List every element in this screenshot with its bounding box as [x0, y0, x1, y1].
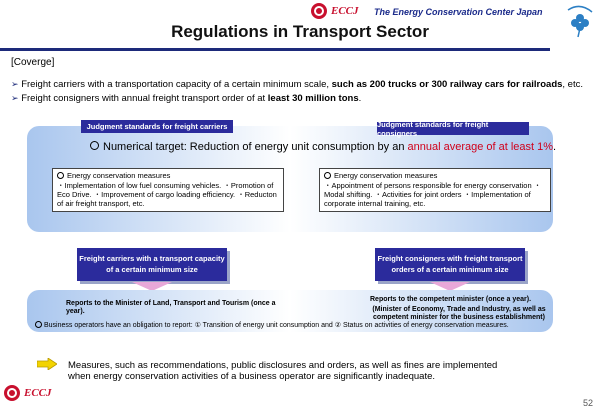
carrier-measures-text: ・Implementation of low fuel consuming vehicles. ・Promotion of Eco Drive. ・Improvement of cargo loading efficiency. ・Reducton of air freight transport, etc. [57, 181, 277, 208]
bullet-arrow-icon: ➢ [11, 79, 19, 89]
bullet-arrow-icon: ➢ [11, 93, 19, 103]
consigner-measures-text: ・Appointment of persons responsible for energy conservation ・Modal shifting. ・Activities for joint orders ・Implementation of corporate internal training, etc. [324, 181, 542, 208]
carrier-report-text: Reports to the Minister of Land, Transport and Tourism (once a year). [66, 300, 276, 315]
carriers-scope-box: Freight carriers with a transport capacity of a certain minimum size [77, 248, 227, 281]
competent-minister-text: (Minister of Economy, Trade and Industry, as well as competent minister for the business establishment) [372, 306, 546, 321]
coverage-bullet-consigners: ➢ Freight consigners with annual freight transport order of at least 30 million tons. [11, 93, 362, 104]
eccj-logo-text: ECCJ [24, 387, 52, 399]
circle-bullet-icon [90, 141, 99, 150]
numerical-target: Numerical target: Reduction of energy unit consumption by an annual average of at least 1%. [90, 141, 556, 153]
measures-note: Measures, such as recommendations, public disclosures and orders, as well as fines are implemented when energy conservation activities of a business operator are significantly inadequate. [68, 360, 498, 382]
circle-bullet-icon [35, 321, 42, 328]
right-arrow-icon [37, 358, 57, 370]
eccj-logo-text: ECCJ [331, 5, 359, 17]
consigner-report-text: Reports to the competent minister (once a year). [370, 296, 532, 303]
coverage-bullet-carriers: ➢ Freight carriers with a transportation capacity of a certain minimum scale, such as 200 trucks or 300 railway cars for railroads, etc. [11, 79, 583, 90]
page-number: 52 [583, 398, 594, 408]
reporting-obligation: Business operators have an obligation to report: ① Transition of energy unit consumption and ② Status on activities of energy conservation measures. [35, 321, 509, 329]
circle-bullet-icon [57, 172, 64, 179]
title-rule [0, 48, 550, 51]
eccj-header-logo [311, 3, 359, 19]
eccj-logo-icon [311, 3, 327, 19]
circle-bullet-icon [324, 172, 331, 179]
coverage-label: [Coverge] [11, 57, 55, 68]
eccj-logo-icon [4, 385, 20, 401]
consigner-measures-box: Energy conservation measures ・Appointment of persons responsible for energy conservation ・Modal shifting. ・Activities for joint orders ・Implementation of corporate internal training, etc. [319, 168, 551, 212]
tag-consigners-standards: Judgment standards for freight consigners [377, 122, 529, 135]
consigners-scope-box: Freight consigners with freight transport orders of a certain minimum size [375, 248, 525, 281]
eccj-footer-logo [4, 385, 52, 401]
tag-carriers-standards: Judgment standards for freight carriers [81, 120, 233, 133]
page-title: Regulations in Transport Sector [171, 22, 429, 41]
organization-name: The Energy Conservation Center Japan [374, 7, 543, 17]
carrier-measures-box: Energy conservation measures ・Implementation of low fuel consuming vehicles. ・Promotion of Eco Drive. ・Improvement of cargo loading efficiency. ・Reducton of air freight transport, etc. [52, 168, 284, 212]
